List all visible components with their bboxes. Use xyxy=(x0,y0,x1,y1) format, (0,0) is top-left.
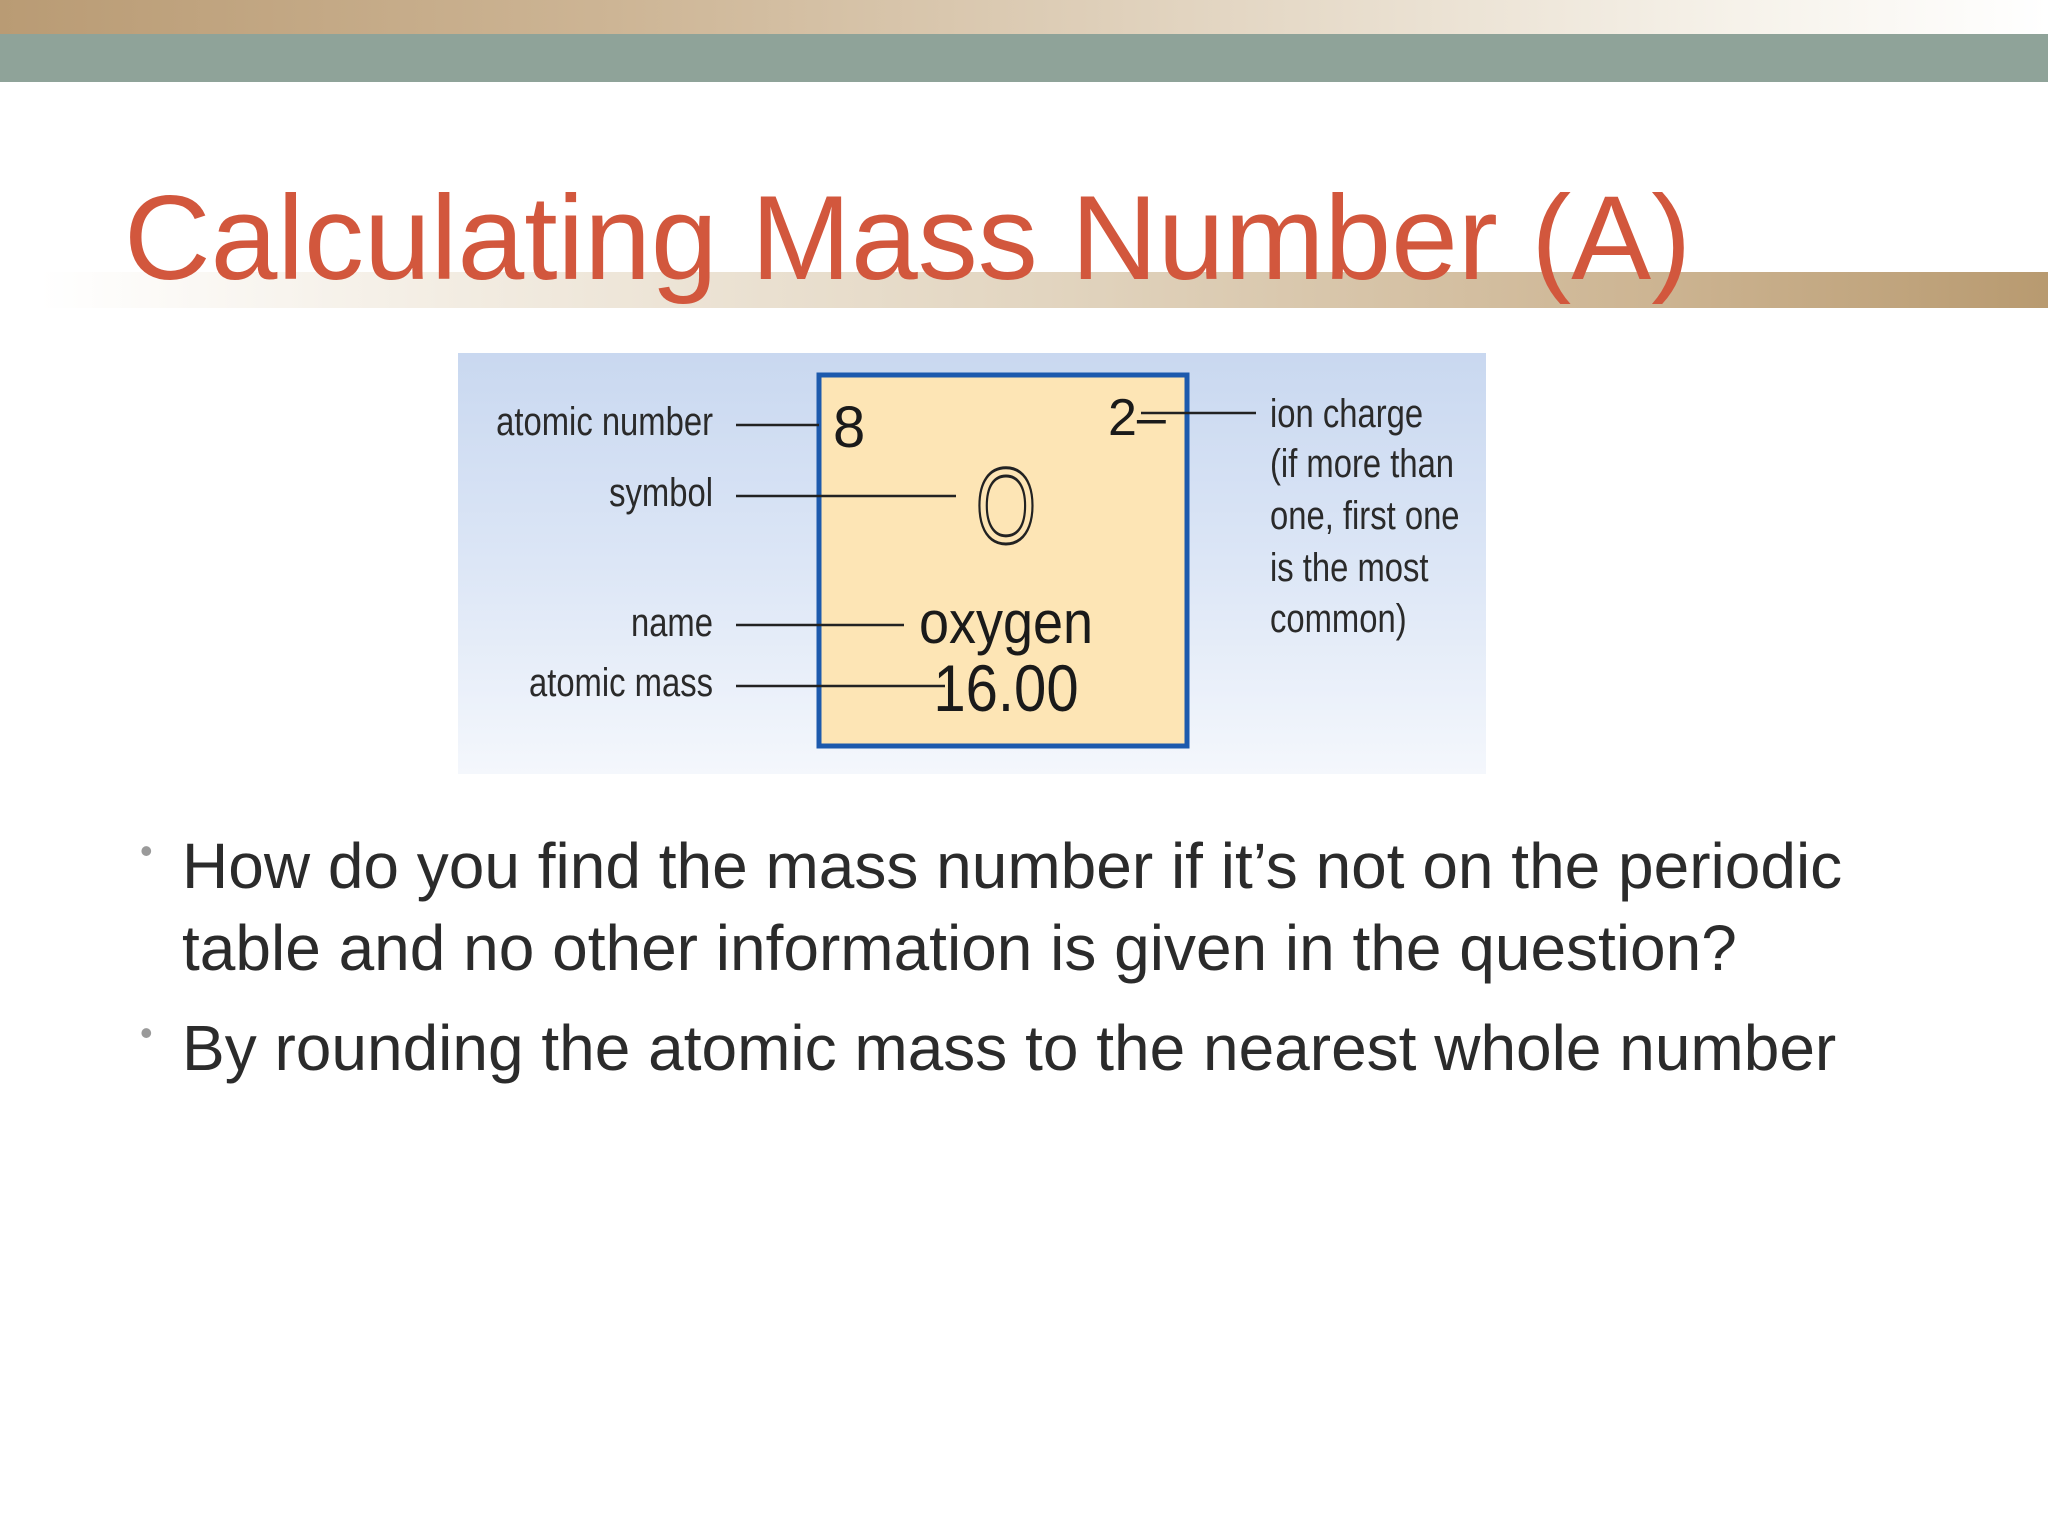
bullet-item xyxy=(140,1007,1900,1089)
bullet-marker: • xyxy=(140,830,153,871)
name-label: name xyxy=(630,599,713,645)
element-symbol: O xyxy=(975,445,1037,566)
bullet-text: By rounding the atomic mass to the nearest whole number xyxy=(182,1012,1837,1084)
bullet-text: How do you find the mass number if it’s not on the periodic table and no other information is given in the question? xyxy=(182,830,1843,984)
ion-charge-value: 2– xyxy=(1108,389,1166,447)
top-accent-bar xyxy=(0,34,2048,82)
slide-title: Calculating Mass Number (A) xyxy=(124,171,1692,305)
ion-charge-label-line: (if more than xyxy=(1270,440,1455,486)
ion-charge-label-line: one, first one xyxy=(1270,492,1460,538)
bullet-item xyxy=(140,825,1900,989)
atomic-number-value: 8 xyxy=(833,395,866,460)
top-decorative-band xyxy=(0,0,2048,34)
symbol-label: symbol xyxy=(609,469,713,515)
ion-charge-label-line: common) xyxy=(1270,595,1407,641)
element-key-figure xyxy=(458,353,1486,774)
bullet-list xyxy=(140,825,1900,1107)
ion-charge-label xyxy=(1270,391,1460,641)
ion-charge-label-line: ion charge xyxy=(1270,390,1424,436)
atomic-mass-label: atomic mass xyxy=(528,659,713,705)
element-name: oxygen xyxy=(918,589,1094,657)
ion-charge-label-line: is the most xyxy=(1270,544,1429,590)
element-atomic-mass: 16.00 xyxy=(933,652,1079,726)
atomic-number-label: atomic number xyxy=(496,398,713,444)
element-key-diagram xyxy=(458,353,1486,774)
bullet-marker: • xyxy=(140,1012,153,1053)
